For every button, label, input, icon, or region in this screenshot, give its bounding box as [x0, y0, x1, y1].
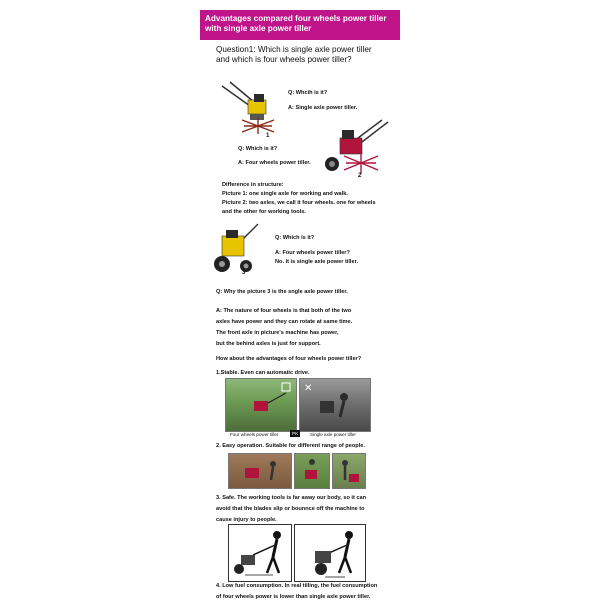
safety-diagram-single-axle [294, 524, 366, 582]
why-question: Q: Why the picture 3 is the sngle axle power tiller. [216, 289, 348, 295]
caption-four-wheels: Four wheels power tiller [230, 432, 279, 437]
banner-line-1: Advantages compared four wheels power tiller [205, 14, 387, 23]
answer-line-4: but the behind axles is just for support. [216, 341, 321, 347]
qa3-question: Q: Which is it? [275, 235, 315, 241]
advantage-2-title: 2. Easy operation. Suitable for different range of people. [216, 443, 365, 449]
figure-label-3: 3 [242, 270, 246, 276]
advantage-3-line-3: cause injury to people. [216, 517, 277, 523]
tiller-3-image [212, 222, 260, 276]
difference-p2b: and the other for working tools. [222, 209, 306, 215]
qa1-answer: A: Single axle power tiller. [288, 105, 358, 111]
answer-line-2: axles have power and they can rotate at same time. [216, 319, 353, 325]
qa3-answer-2: No. it is single axle power tiller. [275, 259, 358, 265]
photo-four-wheels-field [225, 378, 297, 432]
photo-operation-1 [228, 453, 292, 489]
difference-p2a: Picture 2: two axles, we call it four wheels. one for wheels [222, 200, 376, 206]
question-1-line-2: and which is four wheels power tiller? [216, 55, 352, 64]
svg-text:✕: ✕ [304, 383, 313, 394]
photo-single-axle-field [299, 378, 371, 432]
question-1-line-1: Question1: Which is single axle power tiller [216, 45, 372, 54]
title-banner [200, 10, 400, 40]
qa3-answer: A: Four wheels power tiller? [275, 250, 350, 256]
qa1-question: Q: Whcih is it? [288, 90, 328, 96]
banner-line-2: with single axle power tiller [205, 24, 312, 33]
advantage-4-line-1: 4. Low fuel consumption. In real tilling, the fuel consumption [216, 583, 378, 589]
document-page [200, 10, 400, 600]
difference-p1: Picture 1: one single axle for working and walk. [222, 191, 348, 197]
figure-label-1: 1 [266, 133, 270, 139]
advantage-4-line-2: of four wheels power is lower than single axle power tiller. [216, 594, 371, 600]
caption-single-axle: Single axle power tiller [310, 432, 356, 437]
question-1 [216, 45, 400, 65]
qa2-answer: A: Four wheels power tiller. [238, 160, 311, 166]
advantage-3-line-1: 3. Safe. The working tools is far away our body, so it can [216, 495, 367, 501]
photo-operation-2 [294, 453, 330, 489]
answer-line-1: A: The nature of four wheels is that both of the two [216, 308, 352, 314]
tiller-1-image [220, 80, 280, 138]
figure-label-2: 2 [358, 173, 362, 179]
advantage-3-line-2: avoid that the blades slip or bounnce off the machine to [216, 506, 365, 512]
advantages-question: How about the advantages of four wheels power tiller? [216, 356, 362, 362]
advantage-1-title: 1.Stable. Even can automatic drive. [216, 370, 310, 376]
caption-pk: PK [292, 431, 299, 436]
photo-operation-3 [332, 453, 366, 489]
qa2-question: Q: Which is it? [238, 146, 278, 152]
answer-line-3: The front axle in picture's machine has power, [216, 330, 339, 336]
safety-diagram-four-wheels [228, 524, 292, 582]
tiller-2-image [318, 118, 390, 180]
difference-title: Difference in structure: [222, 182, 284, 188]
